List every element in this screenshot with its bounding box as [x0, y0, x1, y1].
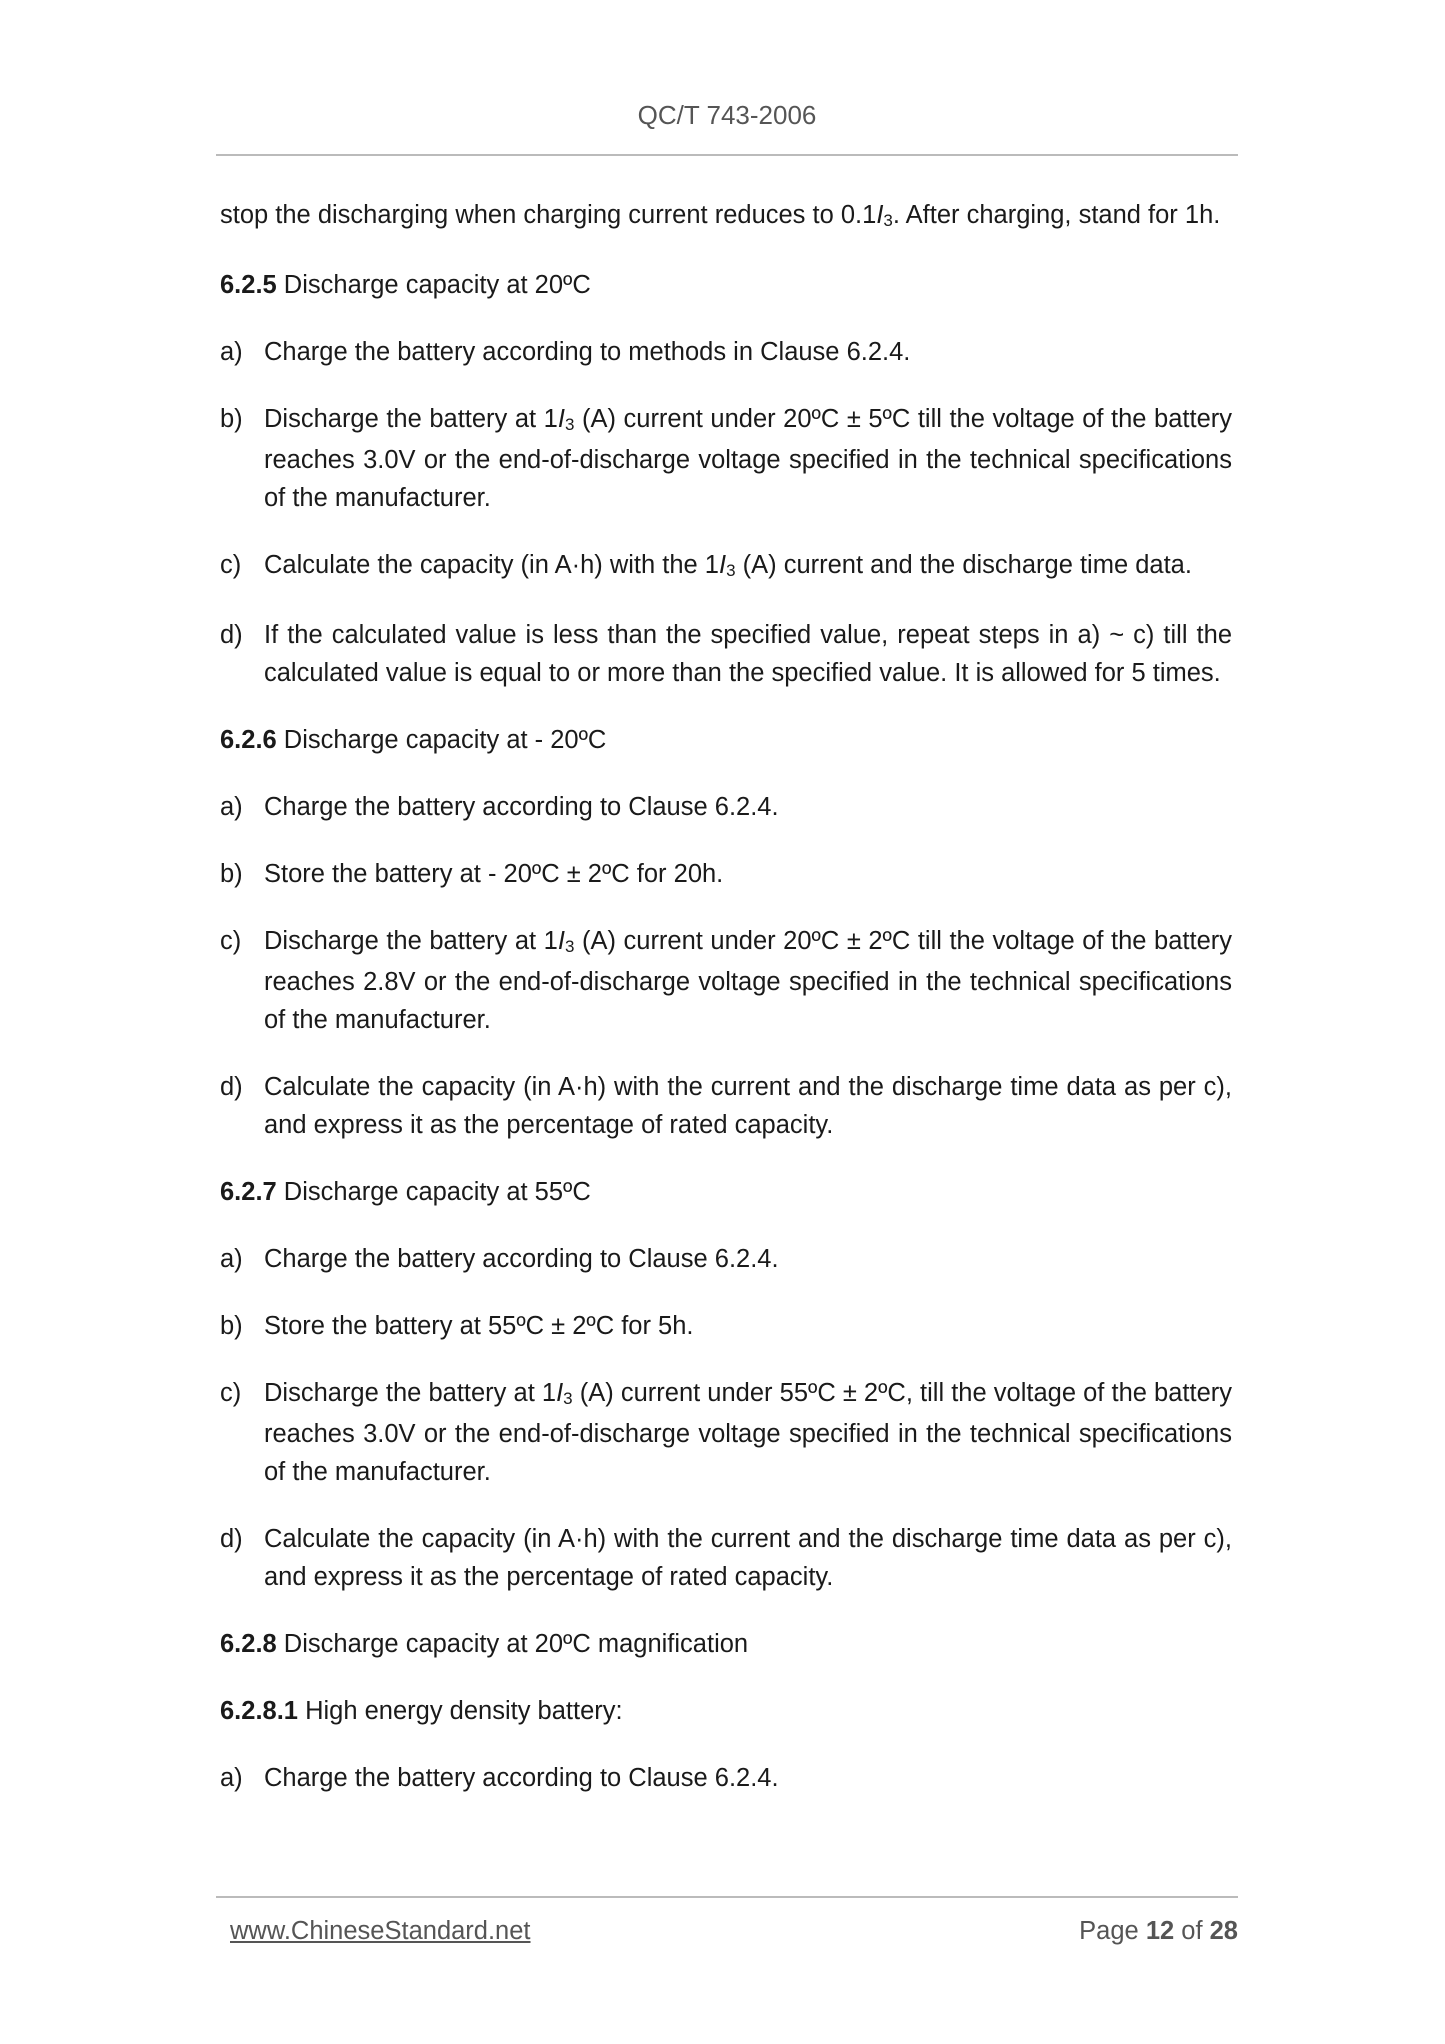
section-heading-6-2-5 — [220, 266, 1232, 304]
section-heading-6-2-8-1 — [220, 1692, 1232, 1730]
list-item — [220, 333, 1232, 371]
list-label: d) — [220, 1525, 243, 1553]
list-text: Store the battery at 55ºC ± 2ºC for 5h. — [264, 1312, 694, 1340]
list-text: Store the battery at - 20ºC ± 2ºC for 20h. — [264, 860, 724, 888]
list-label: a) — [220, 338, 243, 366]
list-label: d) — [220, 1073, 243, 1101]
section-number: 6.2.7 — [220, 1178, 277, 1206]
list-label: b) — [220, 1312, 243, 1340]
list-text: Calculate the capacity (in A·h) with the current and the discharge time data as per c), and express it as the percentage of rated capacity. — [264, 1525, 1232, 1591]
list-item — [220, 855, 1232, 893]
list-label: a) — [220, 1245, 243, 1273]
section-number: 6.2.8 — [220, 1630, 277, 1658]
list-text: Charge the battery according to methods in Clause 6.2.4. — [264, 338, 911, 366]
page-header — [216, 100, 1238, 131]
list-item — [220, 1374, 1232, 1491]
page-total: 28 — [1209, 1917, 1238, 1945]
list-label: c) — [220, 551, 242, 579]
section-number: 6.2.5 — [220, 271, 277, 299]
section-number: 6.2.6 — [220, 726, 277, 754]
header-divider — [216, 154, 1238, 156]
list-text: Discharge the battery at 1I3 (A) current under 20ºC ± 2ºC till the voltage of the battery reaches 2.8V or the end-of-discharge voltage specified in the technical specifications of the manufacturer. — [264, 927, 1232, 1034]
page-content — [220, 196, 1232, 1826]
section-title: Discharge capacity at 55ºC — [276, 1178, 591, 1206]
list-item — [220, 400, 1232, 517]
list-text: Calculate the capacity (in A·h) with the current and the discharge time data as per c), and express it as the percentage of rated capacity. — [264, 1073, 1232, 1139]
section-heading-6-2-8 — [220, 1625, 1232, 1663]
list-label: d) — [220, 621, 243, 649]
list-text: Calculate the capacity (in A·h) with the 1I3 (A) current and the discharge time data. — [264, 551, 1192, 580]
list-text: Charge the battery according to Clause 6.2.4. — [264, 1764, 779, 1792]
list-label: a) — [220, 793, 243, 821]
section-title: Discharge capacity at - 20ºC — [276, 726, 607, 754]
page-number: 12 — [1145, 1917, 1175, 1945]
list-text: Charge the battery according to Clause 6.2.4. — [264, 793, 779, 821]
list-item — [220, 616, 1232, 692]
list-item — [220, 1759, 1232, 1797]
list-text: If the calculated value is less than the specified value, repeat steps in a) ~ c) till the calculated value is equal to or more than the specified value. It is allowed for 5 times. — [264, 621, 1232, 687]
list-label: a) — [220, 1764, 243, 1792]
list-item — [220, 1240, 1232, 1278]
list-label: c) — [220, 1379, 242, 1407]
list-item — [220, 922, 1232, 1039]
website-link[interactable]: www.ChineseStandard.net — [230, 1917, 531, 1945]
page-indicator: Page 12 of 28 — [1079, 1917, 1238, 1945]
list-text: Discharge the battery at 1I3 (A) current under 55ºC ± 2ºC, till the voltage of the battery reaches 3.0V or the end-of-discharge voltage specified in the technical specifications of the manufacturer. — [264, 1379, 1232, 1486]
list-item — [220, 1068, 1232, 1144]
footer-divider — [216, 1896, 1238, 1898]
list-item — [220, 546, 1232, 587]
list-item — [220, 1520, 1232, 1596]
section-title: High energy density battery: — [297, 1697, 623, 1725]
section-heading-6-2-6 — [220, 721, 1232, 759]
list-label: b) — [220, 405, 243, 433]
list-text: Charge the battery according to Clause 6.2.4. — [264, 1245, 779, 1273]
list-item — [220, 788, 1232, 826]
section-title: Discharge capacity at 20ºC magnification — [276, 1630, 749, 1658]
section-heading-6-2-7 — [220, 1173, 1232, 1211]
document-id: QC/T 743-2006 — [637, 100, 817, 130]
list-text: Discharge the battery at 1I3 (A) current under 20ºC ± 5ºC till the voltage of the battery reaches 3.0V or the end-of-discharge voltage specified in the technical specifications of the manufacturer. — [264, 405, 1232, 512]
intro-paragraph: stop the discharging when charging current reduces to 0.1I3. After charging, stand for 1h. — [220, 201, 1221, 230]
list-label: c) — [220, 927, 242, 955]
list-item — [220, 1307, 1232, 1345]
section-number: 6.2.8.1 — [220, 1697, 298, 1725]
section-title: Discharge capacity at 20ºC — [276, 271, 591, 299]
list-label: b) — [220, 860, 243, 888]
